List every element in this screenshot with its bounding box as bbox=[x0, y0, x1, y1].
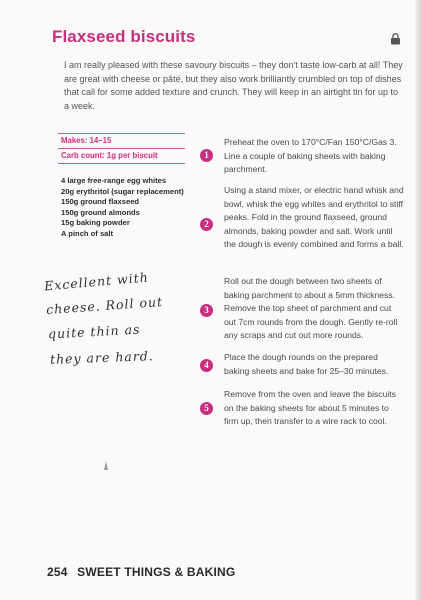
handwritten-note bbox=[44, 268, 204, 388]
step-text: Preheat the oven to 170°C/Fan 150°C/Gas 3. Line a couple of baking sheets with baking parchment. bbox=[224, 137, 397, 174]
step-number-badge: 2 bbox=[200, 218, 213, 231]
ingredient-item: 150g ground almonds bbox=[61, 207, 140, 217]
pencil-mark-icon bbox=[103, 461, 109, 471]
step-text: Remove from the oven and leave the biscuits on the baking sheets for about 5 minutes to firm up, then transfer to a wire rack to cool. bbox=[224, 389, 396, 426]
handwritten-line: quite thin as bbox=[47, 321, 141, 342]
ingredient-item: 20g erythritol (sugar replacement) bbox=[61, 186, 184, 196]
handwritten-line: cheese. Roll out bbox=[45, 293, 164, 318]
step-3 bbox=[200, 275, 405, 345]
lock-icon bbox=[390, 33, 401, 45]
makes-label: Makes: 14–15 bbox=[61, 136, 112, 145]
carb-count-label: Carb count: 1g per biscuit bbox=[61, 151, 158, 160]
step-number-badge: 3 bbox=[200, 304, 213, 317]
handwritten-line: Excellent with bbox=[43, 269, 150, 294]
step-2 bbox=[200, 184, 405, 266]
step-number-badge: 4 bbox=[200, 359, 213, 372]
handwritten-line: they are hard. bbox=[49, 348, 154, 367]
recipe-intro: I am really pleased with these savoury biscuits – they don't taste low-carb at all! They are great with cheese or pâté, but they also work brilliantly crumbled on top of dishes that call for some added texture and crunch. They will keep in an airtight tin for up to a week. bbox=[64, 60, 403, 111]
ingredient-item: A pinch of salt bbox=[61, 228, 114, 238]
ingredient-item: 15g baking powder bbox=[61, 218, 130, 228]
step-text: Roll out the dough between two sheets of baking parchment to about a 5mm thickness. Remove the top sheet of parchment and cut out 7cm rounds from the dough. Gently re-roll any scraps and cut out more rounds. bbox=[224, 276, 398, 340]
step-5 bbox=[200, 388, 405, 430]
step-1 bbox=[200, 136, 405, 176]
meta-divider bbox=[58, 163, 185, 164]
step-text: Using a stand mixer, or electric hand whisk and bowl, whisk the egg whites and erythritol to stiff peaks. Fold in the ground flaxseed, ground almonds, baking powder and salt. Work until the dough is evenly combined and forms a ball. bbox=[224, 185, 404, 249]
step-number-badge: 1 bbox=[200, 149, 213, 162]
step-4 bbox=[200, 351, 405, 381]
step-text: Place the dough rounds on the prepared baking sheets and bake for 25–30 minutes. bbox=[224, 352, 389, 376]
page-footer bbox=[47, 565, 235, 579]
ingredient-item: 150g ground flaxseed bbox=[61, 197, 140, 207]
recipe-meta bbox=[58, 133, 185, 164]
page-edge-shadow bbox=[415, 0, 421, 600]
recipe-title: Flaxseed biscuits bbox=[52, 27, 196, 46]
ingredient-item: 4 large free-range egg whites bbox=[61, 176, 167, 185]
step-number-badge: 5 bbox=[200, 402, 213, 415]
section-title: SWEET THINGS & BAKING bbox=[77, 565, 236, 579]
page-number: 254 bbox=[47, 565, 68, 579]
ingredients-list bbox=[61, 176, 191, 240]
